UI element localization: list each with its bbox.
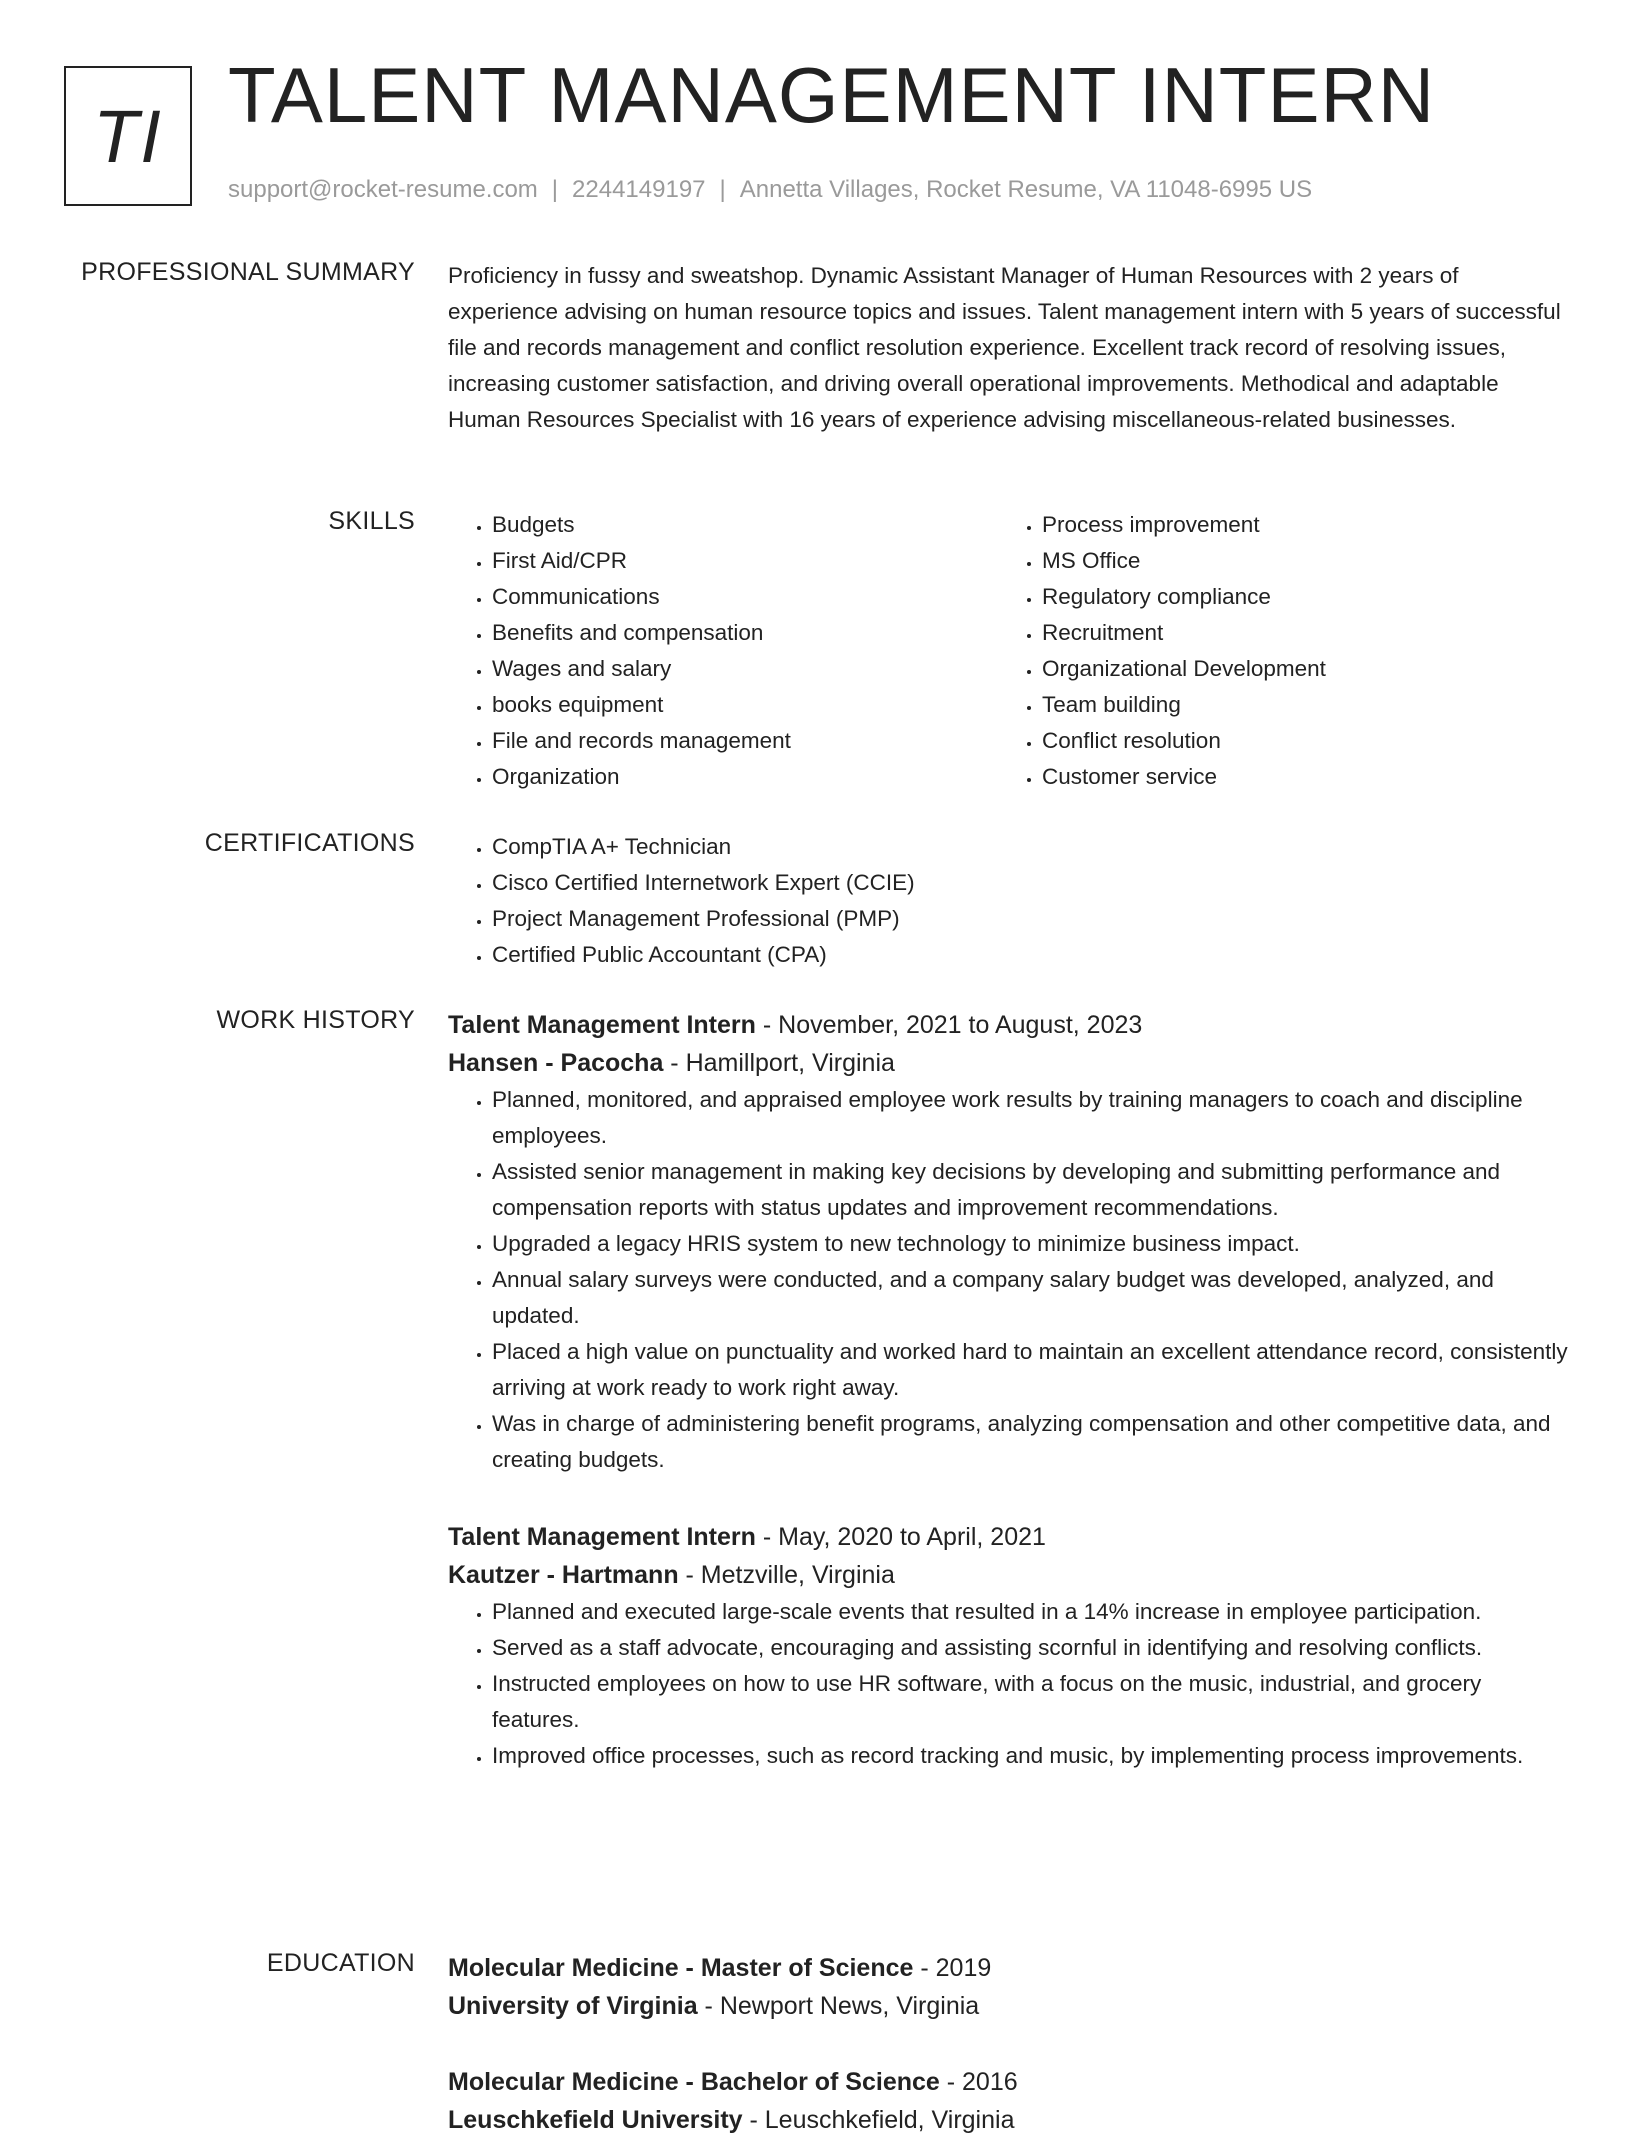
- list-item: • File and records management: [492, 723, 998, 759]
- job-title-line: [448, 1518, 1572, 1556]
- education-entry: [448, 2063, 1572, 2139]
- list-item: • Annual salary surveys were conducted, and a company salary budget was developed, analyzed, and updated.: [492, 1262, 1572, 1334]
- list-item: • Planned and executed large-scale events that resulted in a 14% increase in employee participation.: [492, 1594, 1572, 1630]
- list-item: • books equipment: [492, 687, 998, 723]
- page-title: TALENT MANAGEMENT INTERN: [228, 51, 1436, 139]
- skills-column-right: [998, 507, 1572, 795]
- list-item: • Instructed employees on how to use HR software, with a focus on the music, industrial, and grocery features.: [492, 1666, 1572, 1738]
- job-entry: [448, 1006, 1572, 1478]
- job-company: Hansen - Pacocha: [448, 1049, 664, 1077]
- list-item: • Improved office processes, such as record tracking and music, by implementing process improvements.: [492, 1738, 1572, 1774]
- list-item: • Assisted senior management in making key decisions by developing and submitting performance and compensation reports with status updates and improvement recommendations.: [492, 1154, 1572, 1226]
- job-company-line: [448, 1044, 1572, 1082]
- contact-line: [228, 176, 1312, 204]
- list-item: • Organization: [492, 759, 998, 795]
- school-line: [448, 2101, 1572, 2139]
- job-location: - Metzville, Virginia: [678, 1561, 895, 1589]
- degree-year: - 2019: [913, 1954, 992, 1982]
- summary-body: [448, 258, 1572, 438]
- summary-text: Proficiency in fussy and sweatshop. Dynamic Assistant Manager of Human Resources with 2 years of experience advising on human resource topics and issues. Talent management intern with 5 years of successful file and records management and conflict resolution experience. Excellent track record of resolving issues, increasing customer satisfaction, and driving overall operational improvements. Methodical and adaptable Human Resources Specialist with 16 years of experience advising miscellaneous-related businesses.: [448, 263, 1561, 432]
- degree: Molecular Medicine - Bachelor of Science: [448, 2068, 940, 2096]
- list-item: • Was in charge of administering benefit programs, analyzing compensation and other competitive data, and creating budgets.: [492, 1406, 1572, 1478]
- list-item: • Planned, monitored, and appraised employee work results by training managers to coach and discipline employees.: [492, 1082, 1572, 1154]
- list-item: • Project Management Professional (PMP): [492, 901, 1572, 937]
- certifications-list: [448, 829, 1572, 973]
- skills-list: [998, 507, 1572, 795]
- skills-column-left: [448, 507, 998, 795]
- list-item: • Regulatory compliance: [1042, 579, 1572, 615]
- degree-line: [448, 2063, 1572, 2101]
- list-item: • CompTIA A+ Technician: [492, 829, 1572, 865]
- work-history-body: [448, 1006, 1572, 1774]
- school-location: - Newport News, Virginia: [697, 1992, 980, 2020]
- list-item: • Customer service: [1042, 759, 1572, 795]
- contact-separator: |: [719, 176, 726, 203]
- list-item: • MS Office: [1042, 543, 1572, 579]
- job-title: Talent Management Intern: [448, 1523, 756, 1551]
- list-item: • Recruitment: [1042, 615, 1572, 651]
- list-item: • Communications: [492, 579, 998, 615]
- job-dates: - May, 2020 to April, 2021: [755, 1523, 1046, 1551]
- list-item: • Team building: [1042, 687, 1572, 723]
- education-entry: [448, 1949, 1572, 2025]
- contact-address: Annetta Villages, Rocket Resume, VA 11048-6995 US: [739, 176, 1313, 203]
- list-item: • Certified Public Accountant (CPA): [492, 937, 1572, 973]
- list-item: • Upgraded a legacy HRIS system to new technology to minimize business impact.: [492, 1226, 1572, 1262]
- list-item: • Cisco Certified Internetwork Expert (CCIE): [492, 865, 1572, 901]
- list-item: • Conflict resolution: [1042, 723, 1572, 759]
- school-location: - Leuschkefield, Virginia: [742, 2106, 1015, 2134]
- degree-year: - 2016: [939, 2068, 1018, 2096]
- list-item: • Benefits and compensation: [492, 615, 998, 651]
- list-item: • Placed a high value on punctuality and worked hard to maintain an excellent attendance record, consistently arriving at work ready to work right away.: [492, 1334, 1572, 1406]
- skills-list: [448, 507, 998, 795]
- certifications-body: [448, 829, 1572, 973]
- job-title: Talent Management Intern: [448, 1011, 756, 1039]
- monogram-logo: TI: [64, 66, 192, 206]
- job-location: - Hamillport, Virginia: [663, 1049, 895, 1077]
- section-heading-work-history: WORK HISTORY: [216, 1006, 415, 1034]
- list-item: • First Aid/CPR: [492, 543, 998, 579]
- section-heading-summary: PROFESSIONAL SUMMARY: [81, 258, 415, 286]
- degree-line: [448, 1949, 1572, 1987]
- school: Leuschkefield University: [448, 2106, 743, 2134]
- job-company-line: [448, 1556, 1572, 1594]
- list-item: • Process improvement: [1042, 507, 1572, 543]
- degree: Molecular Medicine - Master of Science: [448, 1954, 914, 1982]
- job-dates: - November, 2021 to August, 2023: [755, 1011, 1143, 1039]
- section-heading-education: EDUCATION: [266, 1949, 415, 1977]
- job-duties-list: [448, 1594, 1572, 1774]
- list-item: • Budgets: [492, 507, 998, 543]
- section-heading-skills: SKILLS: [328, 507, 415, 535]
- job-duties-list: [448, 1082, 1572, 1478]
- list-item: • Served as a staff advocate, encouraging and assisting scornful in identifying and resolving conflicts.: [492, 1630, 1572, 1666]
- school-line: [448, 1987, 1572, 2025]
- contact-separator: |: [551, 176, 559, 203]
- list-item: • Organizational Development: [1042, 651, 1572, 687]
- school: University of Virginia: [448, 1992, 698, 2020]
- contact-phone[interactable]: 2244149197: [572, 176, 706, 203]
- education-body: [448, 1949, 1572, 2139]
- job-title-line: [448, 1006, 1572, 1044]
- list-item: • Wages and salary: [492, 651, 998, 687]
- contact-email[interactable]: support@rocket-resume.com: [228, 176, 538, 203]
- section-heading-certifications: CERTIFICATIONS: [204, 829, 415, 857]
- job-company: Kautzer - Hartmann: [448, 1561, 679, 1589]
- job-entry: [448, 1518, 1572, 1774]
